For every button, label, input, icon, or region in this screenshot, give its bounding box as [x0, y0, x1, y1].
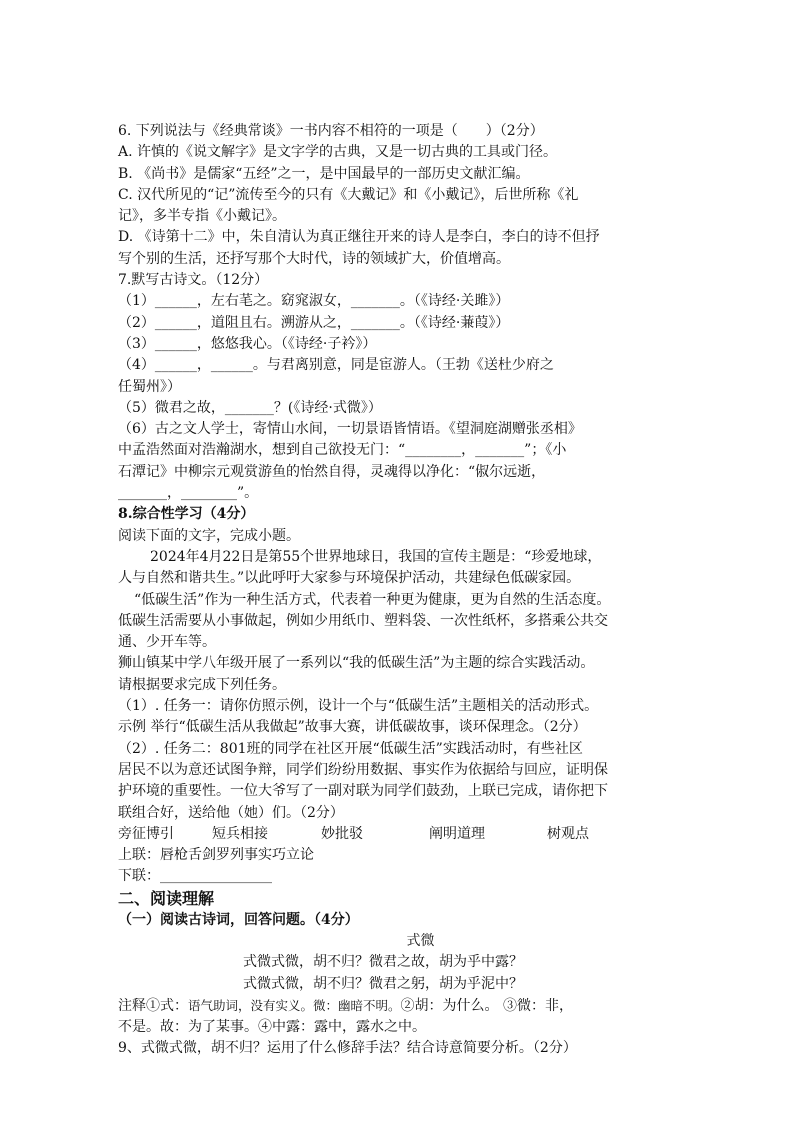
q7-item-3: （3）______，悠悠我心。（《诗经·子衿》） — [118, 335, 377, 352]
q8-upper-couplet: 上联：唇枪舌剑罗列事实巧立论 — [118, 847, 314, 864]
q9-stem: 9、式微式微，胡不归？运用了什么修辞手法？结合诗意简要分析。（2分） — [118, 1040, 577, 1057]
q7-item-6-line3: 石潭记》中柳宗元观赏游鱼的怡然自得，灵魂得以净化：“俶尔远逝， — [118, 463, 546, 480]
q7-item-6-line1: （6）古之文人学士，寄情山水间，一切景语皆情语。《望洞庭湖赠张丞相》 — [118, 421, 582, 438]
q7-item-5: （5）微君之故，_______？(《诗经·式微》） — [118, 399, 382, 416]
q8-paragraph2-line3: 通、少开车等。 — [118, 634, 216, 651]
poem-title: 式微 — [406, 932, 435, 949]
poem-line-1: 式微式微，胡不归？微君之故，胡为乎中露？ — [243, 954, 523, 971]
q8-task2-line1: （2）. 任务二：801班的同学在社区开展“低碳生活”实践活动时，有些社区 — [118, 740, 583, 757]
poem-notes-line2: 不是。故：为了某事。④中露：露中，露水之中。 — [118, 1019, 426, 1036]
part2-subheading: （一）阅读古诗词，回答问题。（4分） — [118, 911, 359, 928]
q7-stem: 7.默写古诗文。（12分） — [118, 272, 269, 289]
q8-paragraph1-line1: 2024年4月22日是第55个世界地球日，我国的宣传主题是：“珍爱地球， — [150, 548, 602, 565]
q8-paragraph3-line1: 狮山镇某中学八年级开展了一系列以“我的低碳生活”为主题的综合实践活动。 — [118, 655, 595, 672]
q7-item-6-line4: _______，________”。 — [118, 485, 259, 502]
poem-notes-line1 — [118, 995, 683, 1017]
note-small-text: 语气助词，没有实义。微：幽暗不明。 — [188, 997, 401, 1013]
q8-task2-line3: 护环境的重要性。一位大爷写了一副对联为同学们鼓劲，上联已完成，请你把下 — [118, 783, 608, 800]
q8-intro: 阅读下面的文字，完成小题。 — [118, 527, 300, 544]
q8-paragraph1-line2: 人与自然和谐共生。”以此呼吁大家参与环境保护活动，共建绿色低碳家园。 — [118, 570, 581, 587]
q7-item-4-line2: 任蜀州》） — [118, 378, 181, 395]
q8-task2-line2: 居民不以为意还试图争辩，同学们纷纷用数据、事实作为依据给与回应，证明保 — [118, 761, 608, 778]
word-bank-item: 短兵相接 — [212, 825, 268, 842]
word-bank-item: 树观点 — [547, 825, 589, 842]
q7-item-1: （1）______，左右芼之。窈窕淑女，_______。（《诗经·关雎》） — [118, 293, 510, 310]
q6-option-d-line1: D. 《诗第十二》中，朱自清认为真正继往开来的诗人是李白，李白的诗不但抒 — [118, 229, 600, 246]
q8-task1-line1: （1）. 任务一：请你仿照示例，设计一个与“低碳生活”主题相关的活动形式。 — [118, 698, 599, 715]
q6-option-a: A. 许慎的《说文解字》是文字学的古典，又是一切古典的工具或门径。 — [118, 144, 558, 161]
q6-option-c-line2: 记》，多半专指《小戴记》。 — [118, 208, 286, 225]
q8-word-bank — [118, 824, 683, 845]
q8-paragraph3-line2: 请根据要求完成下列任务。 — [118, 676, 286, 693]
note-rest: ②胡：为什么。 ③微：非， — [400, 997, 573, 1014]
q6-option-c-line1: C. 汉代所见的“记”流传至今的只有《大戴记》和《小戴记》，后世所称《礼 — [118, 186, 579, 203]
q8-task2-line4: 联组合好，送给他（她）们。（2分） — [118, 804, 344, 821]
q8-paragraph2-line1: “低碳生活”作为一种生活方式，代表着一种更为健康，更为自然的生活态度。 — [134, 591, 611, 608]
poem-line-2: 式微式微，胡不归？微君之躬，胡为乎泥中？ — [243, 975, 523, 992]
q7-item-6-line2: 中孟浩然面对浩瀚湖水，想到自己欲投无门：“________，_______”；《小 — [118, 442, 567, 459]
q6-option-d-line2: 写个别的生活，还抒写那个大时代，诗的领域扩大，价值增高。 — [118, 250, 510, 267]
word-bank-item: 旁征博引 — [118, 825, 174, 842]
part2-heading: 二、阅读理解 — [118, 888, 215, 908]
q8-lower-couplet: 下联：________________ — [118, 868, 272, 885]
q8-paragraph2-line2: 低碳生活需要从小事做起，例如少用纸巾、塑料袋、一次性纸杯，多搭乘公共交 — [118, 612, 608, 629]
q8-title: 8.综合性学习（4分） — [118, 506, 255, 523]
q6-stem: 6. 下列说法与《经典常谈》一书内容不相符的一项是（ ）（2分） — [118, 123, 544, 139]
note-label: 注释①式： — [118, 997, 188, 1014]
q7-item-2: （2）______，道阻且右。溯游从之，_______。（《诗经·蒹葭》） — [118, 314, 510, 331]
word-bank-item: 妙批驳 — [321, 825, 363, 842]
q7-item-4-line1: （4）______，______。与君离别意，同是宦游人。（王勃《送杜少府之 — [118, 357, 554, 374]
q8-task1-line2: 示例 举行“低碳生活从我做起”故事大赛，讲低碳故事，谈环保理念。（2分） — [118, 719, 587, 736]
exam-content — [118, 121, 683, 1060]
word-bank-item: 阐明道理 — [429, 825, 485, 842]
q6-option-b: B. 《尚书》是儒家“五经”之一，是中国最早的一部历史文献汇编。 — [118, 165, 530, 182]
